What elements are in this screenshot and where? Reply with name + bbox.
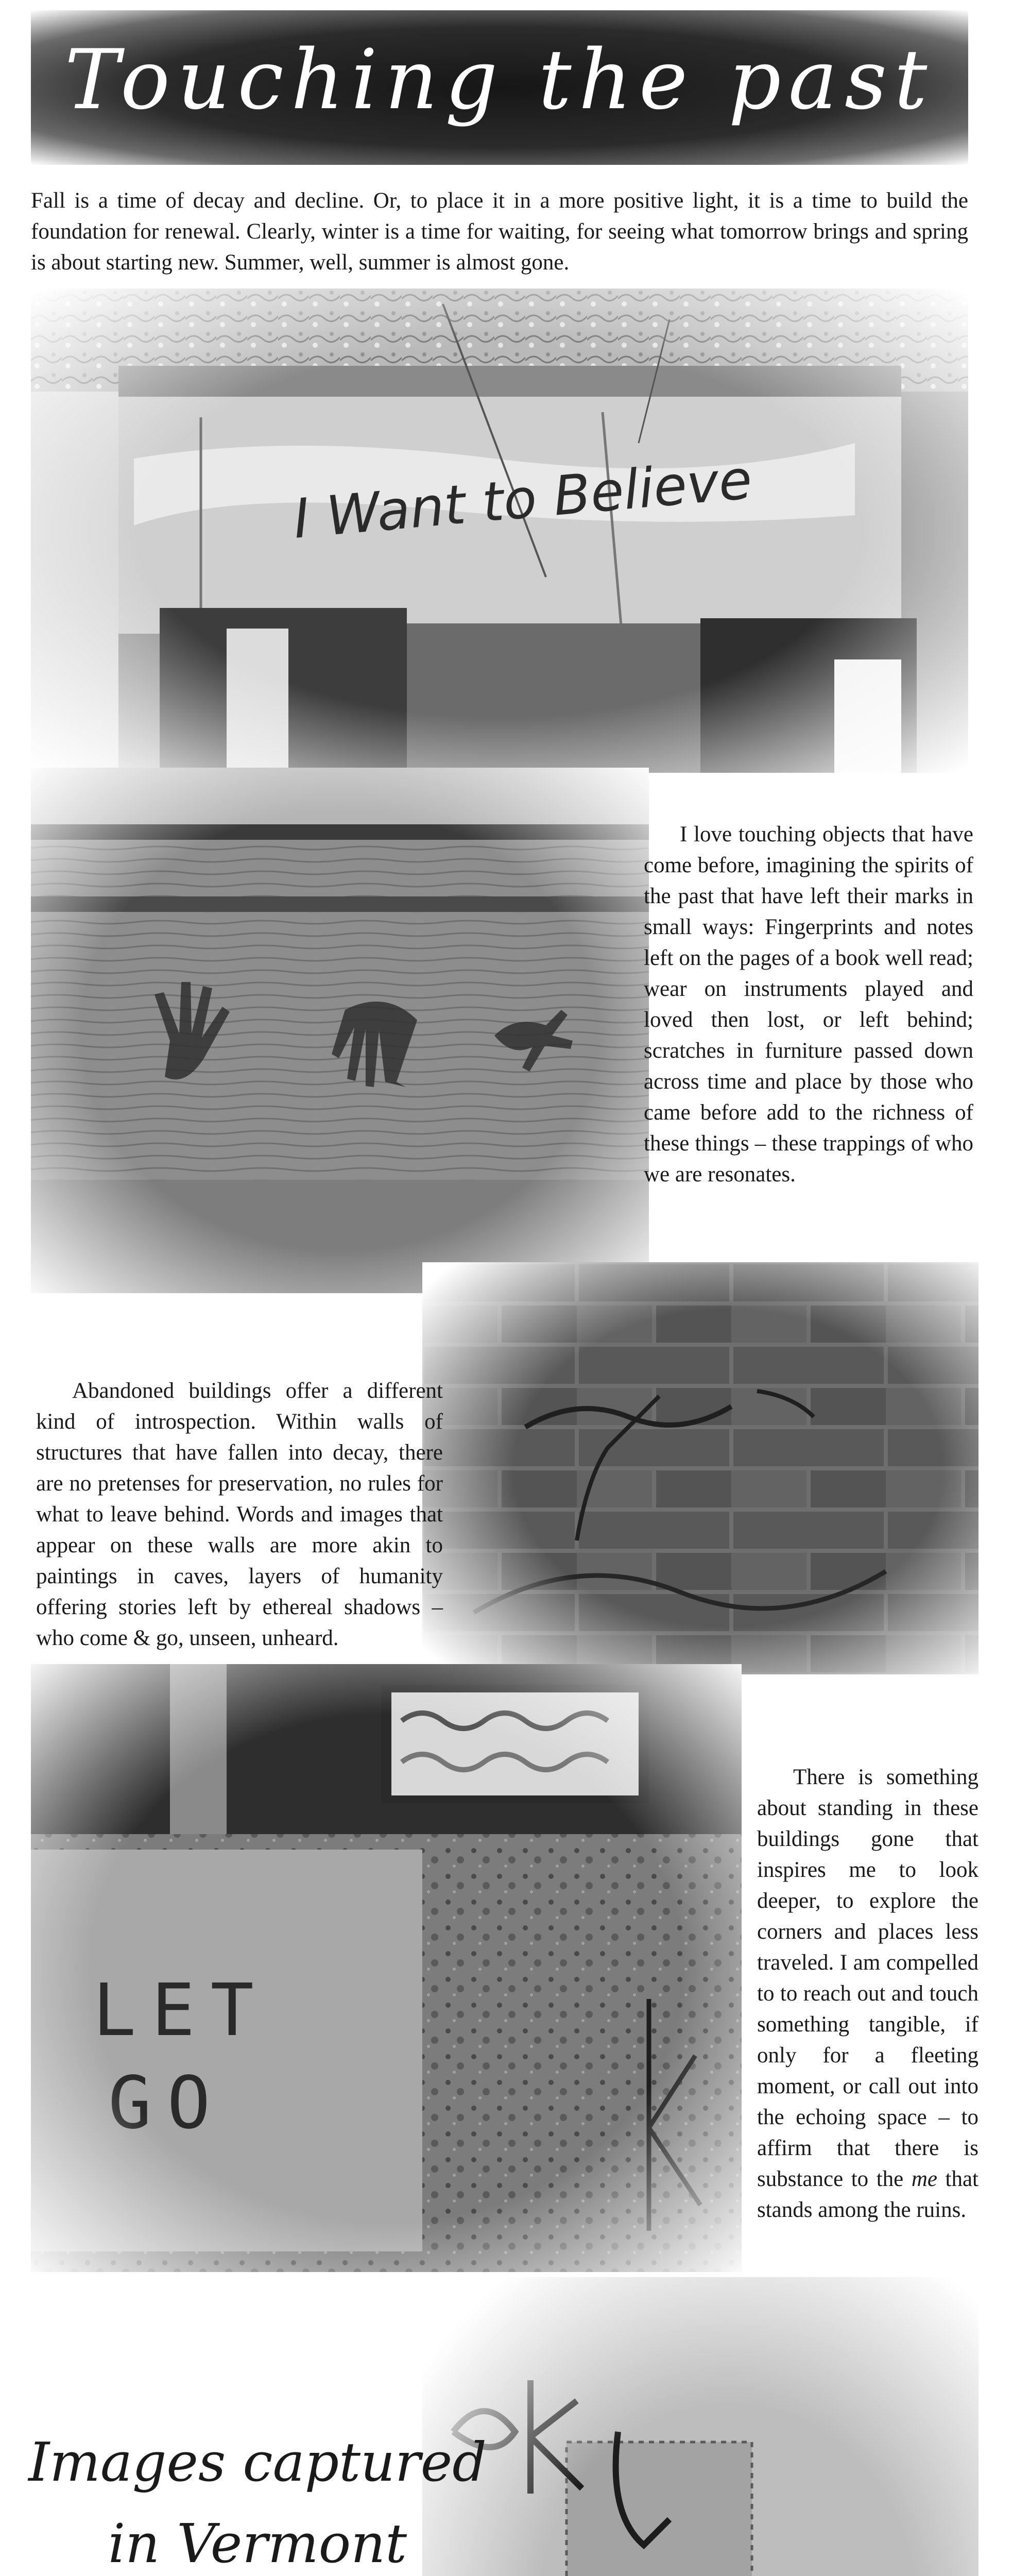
- page-title: Touching the past: [64, 31, 935, 128]
- caption: [10, 2421, 505, 2576]
- photo-graffiti: [422, 2277, 978, 2576]
- paragraph-touching-objects: I love touching objects that have come before, imagining the spirits of the past that have left their marks in small ways: Fingerprints and notes left on the pages of a book well read; wear on instruments played and loved then lost, or left behind; scratches in furniture passed down across time and place by those who came before add to the richness of these things – these trappings of who we are resonates.: [644, 822, 973, 1187]
- photo-handprints: [31, 768, 649, 1293]
- paragraph-3-ending: that stands among the ruins.: [757, 2167, 979, 2222]
- photo-let-go: [31, 1664, 742, 2272]
- paragraph-something-about-standing: [757, 1762, 978, 2226]
- paragraph-3-text: There is something about standing in these buildings gone that inspires me to look deeper, to explore the corners and places less traveled. I am compelled to to reach out and touch something tangible, if only for a fleeting moment, or call out into the echoing space – to affirm that there is substance to the: [757, 1765, 978, 2191]
- photo-brick-wall: [422, 1262, 978, 1674]
- intro-paragraph: Fall is a time of decay and decline. Or, to place it in a more positive light, it is a time to build the foundation for renewal. Clearly, winter is a time for waiting, for seeing what tomorrow brings and spring is about starting new. Summer, well, summer is almost gone.: [31, 189, 968, 275]
- title-banner: [31, 10, 968, 165]
- caption-line: Images captured: [28, 2431, 487, 2494]
- emphasis-me: me: [911, 2167, 937, 2191]
- caption-line: in Vermont: [108, 2512, 407, 2575]
- photo-believe-wall: [31, 289, 968, 773]
- paragraph-abandoned-buildings: Abandoned buildings offer a different kind of introspection. Within walls of structures that have fallen into decay, there are no pretenses for preservation, no rules for what to leave behind. Words and images that appear on these walls are more akin to paintings in caves, layers of humanity offering stories left by ethereal shadows – who come & go, unseen, unheard.: [36, 1379, 443, 1650]
